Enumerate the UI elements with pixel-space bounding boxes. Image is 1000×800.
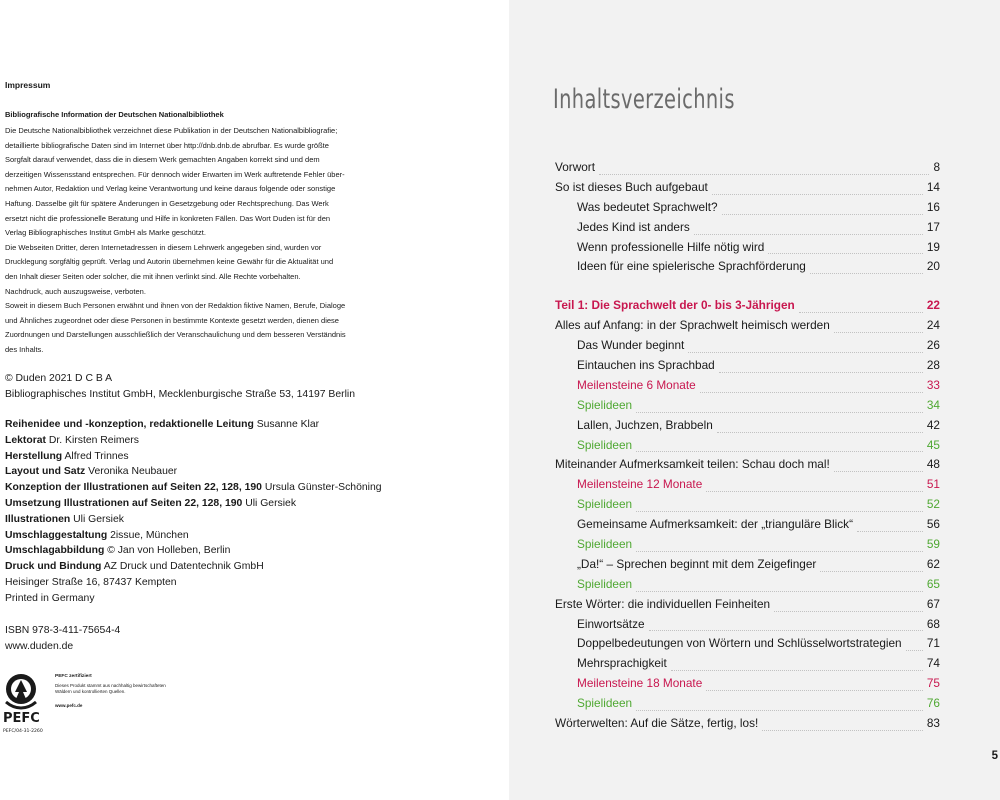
toc-entry[interactable] [555, 358, 940, 378]
toc-entry-title: Doppelbedeutungen von Wörtern und Schlüsselwortstrategien [577, 636, 902, 651]
credit-role: Layout und Satz [5, 466, 86, 478]
toc-entry-title: So ist dieses Buch aufgebaut [555, 179, 708, 194]
pefc-text: Dieses Produkt stammt aus nachhaltig bewirtschafteten Wäldern und kontrollierten Quellen. [55, 683, 166, 694]
toc-entry-page: 51 [926, 477, 940, 492]
credit-role: Konzeption der Illustrationen auf Seiten 22, 128, 190 [5, 482, 262, 494]
toc-entry[interactable] [555, 716, 940, 736]
toc-dot-leader [820, 571, 923, 572]
credit-line [5, 417, 382, 433]
credit-name: Uli Gersiek [73, 513, 124, 525]
imprint-body-text [5, 124, 410, 358]
toc-entry-title: Spielideen [577, 437, 633, 452]
credit-name: Uli Gersiek [245, 497, 297, 509]
toc-entry-title: Einwortsätze [577, 616, 645, 631]
credit-role: Umschlagabbildung [5, 545, 105, 557]
toc-entry[interactable] [555, 537, 940, 557]
toc-entry[interactable] [555, 298, 940, 318]
toc-dot-leader [671, 670, 923, 671]
toc-entry[interactable] [555, 457, 940, 477]
toc-entry-page: 76 [926, 696, 940, 711]
credit-line [5, 464, 382, 480]
toc-entry-title: Wörterwelten: Auf die Sätze, fertig, los! [555, 716, 759, 731]
toc-entry-page: 26 [926, 338, 940, 353]
copyright-block [5, 371, 355, 403]
credit-role: Illustrationen [5, 513, 71, 525]
toc-entry-page: 48 [926, 457, 940, 472]
copyright-line: © Duden 2021 D C B A [5, 373, 113, 384]
toc-entry[interactable] [555, 398, 940, 418]
toc-dot-leader [722, 214, 923, 215]
credit-name: Dr. Kirsten Reimers [48, 434, 139, 446]
toc-entry[interactable] [555, 338, 940, 358]
toc-dot-leader [799, 312, 923, 313]
imprint-body-line: Sorgfalt darauf verwendet, dass die in diesem Werk gemachten Angaben korrekt sind und dem [5, 155, 320, 165]
pefc-info [55, 674, 175, 709]
torn-edge-decoration [509, 0, 523, 800]
imprint-body-line: Nachdruck, auch auszugsweise, verboten. [5, 286, 146, 296]
toc-entry-page: 75 [926, 676, 940, 691]
toc-entry[interactable] [555, 259, 940, 279]
pefc-logo-code: PEFC/04-31-2260 [3, 729, 43, 734]
toc-entry[interactable] [555, 636, 940, 656]
toc-dot-leader [636, 710, 923, 711]
toc-entry-title: Meilensteine 6 Monate [577, 377, 696, 392]
toc-entry-title: Spielideen [577, 397, 633, 412]
toc-entry[interactable] [555, 597, 940, 617]
toc-dot-leader [636, 511, 923, 512]
toc-entry[interactable] [555, 617, 940, 637]
isbn-block [5, 623, 120, 655]
imprint-body-line: Haftung. Dasselbe gilt für spätere Änderungen in Gesetzgebung oder Rechtsprechung. Das Werk [5, 198, 329, 208]
toc-group-front-matter [555, 160, 940, 279]
toc-dot-leader [810, 273, 923, 274]
toc-entry-title: Vorwort [555, 160, 595, 174]
credit-line [5, 543, 382, 559]
toc-entry[interactable] [555, 200, 940, 220]
credits-block [5, 417, 382, 607]
toc-entry[interactable] [555, 676, 940, 696]
imprint-body-line: derzeitigen Wissensstand entsprechen. Für dennoch wider Erwarten im Werk auftretende Fehler über- [5, 169, 345, 179]
credit-role: Umsetzung Illustrationen auf Seiten 22, 128, 190 [5, 497, 243, 509]
imprint-body-line: Verlag Bibliographisches Institut GmbH als Marke geschützt. [5, 228, 206, 238]
imprint-body-line: Die Deutsche Nationalbibliothek verzeichnet diese Publikation in der Deutschen Nationalbibliografie; [5, 126, 338, 135]
toc-entry-title: Spielideen [577, 696, 633, 711]
toc-entry-title: Teil 1: Die Sprachwelt der 0- bis 3-Jährigen [555, 298, 795, 313]
pefc-logo-icon [3, 672, 47, 738]
imprint-body-line: Drucklegung sorgfältig geprüft. Verlag und Autorin übernehmen keine Gewähr für die Aktualität und [5, 257, 334, 267]
toc-dot-leader [834, 332, 923, 333]
pefc-title: PEFC zertifiziert [55, 674, 92, 679]
toc-dot-leader [636, 412, 923, 413]
credit-line [5, 433, 382, 449]
toc-entry[interactable] [555, 220, 940, 240]
toc-entry[interactable] [555, 517, 940, 537]
imprint-body-line: ersetzt nicht die professionelle Beratung und Hilfe in konkreten Fällen. Das Wort Duden ist für den [5, 213, 331, 223]
toc-entry-page: 17 [926, 219, 940, 234]
printer-address: Heisinger Straße 16, 87437 Kempten [5, 576, 177, 588]
pefc-url[interactable]: www.pefc.de [55, 703, 83, 708]
toc-entry-title: Meilensteine 18 Monate [577, 676, 703, 691]
table-of-contents [555, 160, 940, 736]
imprint-body-line: und Ähnliches zugeordnet oder diese Personen in bestimmte Kontexte gesetzt werden, dienen diese [5, 315, 339, 325]
imprint-body-line: des Inhalts. [5, 344, 44, 354]
pefc-logo-text: PEFC [3, 711, 40, 726]
toc-entry-title: Das Wunder beginnt [577, 338, 685, 353]
toc-dot-leader [636, 551, 923, 552]
toc-group-part-one [555, 298, 940, 736]
imprint-body-line: Soweit in diesem Buch Personen erwähnt und ihnen von der Redaktion fiktive Namen, Berufe, Dialoge [5, 301, 346, 311]
toc-entry[interactable] [555, 696, 940, 716]
toc-entry[interactable] [555, 240, 940, 260]
toc-entry[interactable] [555, 378, 940, 398]
toc-dot-leader [834, 471, 923, 472]
toc-dot-leader [762, 730, 923, 731]
toc-dot-leader [768, 253, 923, 254]
toc-entry-title: Alles auf Anfang: in der Sprachwelt heimisch werden [555, 318, 830, 333]
credit-line [5, 449, 382, 465]
toc-entry-title: Lallen, Juchzen, Brabbeln [577, 417, 713, 432]
toc-entry-page: 71 [926, 636, 940, 651]
toc-entry-title: Meilensteine 12 Monate [577, 477, 703, 492]
credit-name: © Jan von Holleben, Berlin [107, 545, 231, 557]
credit-line [5, 480, 382, 496]
credit-line [5, 528, 382, 544]
toc-entry-page: 56 [926, 517, 940, 532]
toc-entry-title: Erste Wörter: die individuellen Feinheiten [555, 596, 771, 611]
credit-name: Alfred Trinnes [64, 450, 129, 462]
toc-entry[interactable] [555, 656, 940, 676]
credit-role: Herstellung [5, 450, 63, 462]
toc-entry-page: 45 [926, 437, 940, 452]
toc-entry[interactable] [555, 577, 940, 597]
credit-line [5, 496, 382, 512]
toc-entry-page: 28 [926, 358, 940, 373]
toc-spacer [555, 279, 940, 298]
toc-entry-page: 34 [926, 397, 940, 412]
toc-entry-title: Miteinander Aufmerksamkeit teilen: Schau doch mal! [555, 457, 830, 472]
toc-entry[interactable] [555, 497, 940, 517]
toc-entry[interactable] [555, 477, 940, 497]
toc-dot-leader [712, 194, 923, 195]
toc-entry-page: 68 [926, 616, 940, 631]
bibliographic-info-heading: Bibliografische Information der Deutschen Nationalbibliothek [5, 110, 224, 119]
toc-entry-page: 62 [926, 556, 940, 571]
toc-entry-title: Ideen für eine spielerische Sprachförderung [577, 259, 806, 274]
toc-dot-leader [700, 392, 923, 393]
credit-role: Umschlaggestaltung [5, 529, 108, 541]
toc-entry[interactable] [555, 557, 940, 577]
toc-dot-leader [649, 630, 923, 631]
credit-role: Lektorat [5, 434, 46, 446]
toc-entry-page: 83 [926, 716, 940, 731]
credit-name: AZ Druck und Datentechnik GmbH [103, 561, 264, 573]
toc-entry[interactable] [555, 318, 940, 338]
toc-entry-page: 14 [926, 179, 940, 194]
credit-name: Veronika Neubauer [88, 466, 178, 478]
credit-name: Ursula Günster-Schöning [264, 482, 382, 494]
toc-entry-title: Gemeinsame Aufmerksamkeit: der „trianguläre Blick“ [577, 517, 854, 532]
toc-entry[interactable] [555, 180, 940, 200]
toc-entry-title: „Da!“ – Sprechen beginnt mit dem Zeigefinger [577, 556, 817, 571]
toc-entry-page: 52 [926, 497, 940, 512]
toc-dot-leader [599, 174, 929, 175]
toc-entry-title: Spielideen [577, 497, 633, 512]
toc-entry-title: Was bedeutet Sprachwelt? [577, 199, 718, 214]
toc-dot-leader [636, 591, 923, 592]
toc-dot-leader [636, 451, 923, 452]
toc-entry-page: 33 [926, 377, 940, 392]
website-link[interactable]: www.duden.de [5, 640, 74, 652]
toc-dot-leader [694, 234, 923, 235]
publisher-address: Bibliographisches Institut GmbH, Mecklenburgische Straße 53, 14197 Berlin [5, 388, 355, 400]
imprint-heading: Impressum [5, 80, 51, 90]
credit-line [5, 559, 382, 575]
toc-dot-leader [706, 690, 923, 691]
imprint-body-line: Die Webseiten Dritter, deren Internetadressen in diesem Lehrwerk angegeben sind, wurden vor [5, 242, 322, 252]
toc-entry-page: 24 [926, 318, 940, 333]
toc-entry[interactable] [555, 160, 940, 180]
toc-entry-title: Jedes Kind ist anders [577, 219, 690, 234]
toc-entry-page: 42 [926, 417, 940, 432]
imprint-body-line: Zuordnungen und Darstellungen ausschließlich der Veranschaulichung und dem besseren Verständnis [5, 330, 346, 340]
credit-role: Reihenidee und -konzeption, redaktionelle Leitung [5, 419, 254, 430]
toc-entry-page: 59 [926, 537, 940, 552]
toc-entry-title: Wenn professionelle Hilfe nötig wird [577, 239, 765, 254]
toc-entry-page: 16 [926, 199, 940, 214]
credit-role: Druck und Bindung [5, 561, 102, 573]
toc-dot-leader [774, 611, 923, 612]
toc-entry-page: 65 [926, 576, 940, 591]
credit-line [5, 512, 382, 528]
toc-entry-title: Eintauchen ins Sprachbad [577, 358, 715, 373]
imprint-body-line: den Inhalt dieser Seiten oder solcher, die mit ihnen verlinkt sind. Alle Rechte vorbehalten. [5, 271, 301, 281]
toc-dot-leader [717, 432, 923, 433]
toc-dot-leader [906, 650, 923, 651]
toc-entry-page: 8 [933, 160, 940, 174]
toc-entry-page: 74 [926, 656, 940, 671]
isbn: ISBN 978-3-411-75654-4 [5, 625, 121, 636]
toc-entry[interactable] [555, 438, 940, 458]
toc-title: Inhaltsverzeichnis [553, 84, 735, 115]
toc-entry[interactable] [555, 418, 940, 438]
credit-name: 2issue, München [110, 529, 189, 541]
toc-entry-page: 20 [926, 259, 940, 274]
toc-dot-leader [857, 531, 923, 532]
imprint-body-line: detaillierte bibliografische Daten sind im Internet über http://dnb.dnb.de abrufbar. Es wurde größte [5, 140, 329, 150]
toc-dot-leader [688, 352, 923, 353]
toc-entry-page: 22 [926, 298, 940, 313]
toc-entry-title: Spielideen [577, 576, 633, 591]
toc-page [509, 0, 1000, 800]
toc-entry-page: 19 [926, 239, 940, 254]
imprint-body-line: nehmen Autor, Redaktion und Verlag keine Verantwortung und keine daraus folgende oder sonstige [5, 184, 336, 194]
credit-name: Susanne Klar [256, 419, 320, 430]
toc-entry-title: Mehrsprachigkeit [577, 656, 667, 671]
printed-in: Printed in Germany [5, 592, 95, 604]
toc-dot-leader [719, 372, 923, 373]
page-number: 5 [991, 750, 998, 762]
toc-entry-title: Spielideen [577, 537, 633, 552]
toc-entry-page: 67 [926, 596, 940, 611]
toc-dot-leader [706, 491, 923, 492]
